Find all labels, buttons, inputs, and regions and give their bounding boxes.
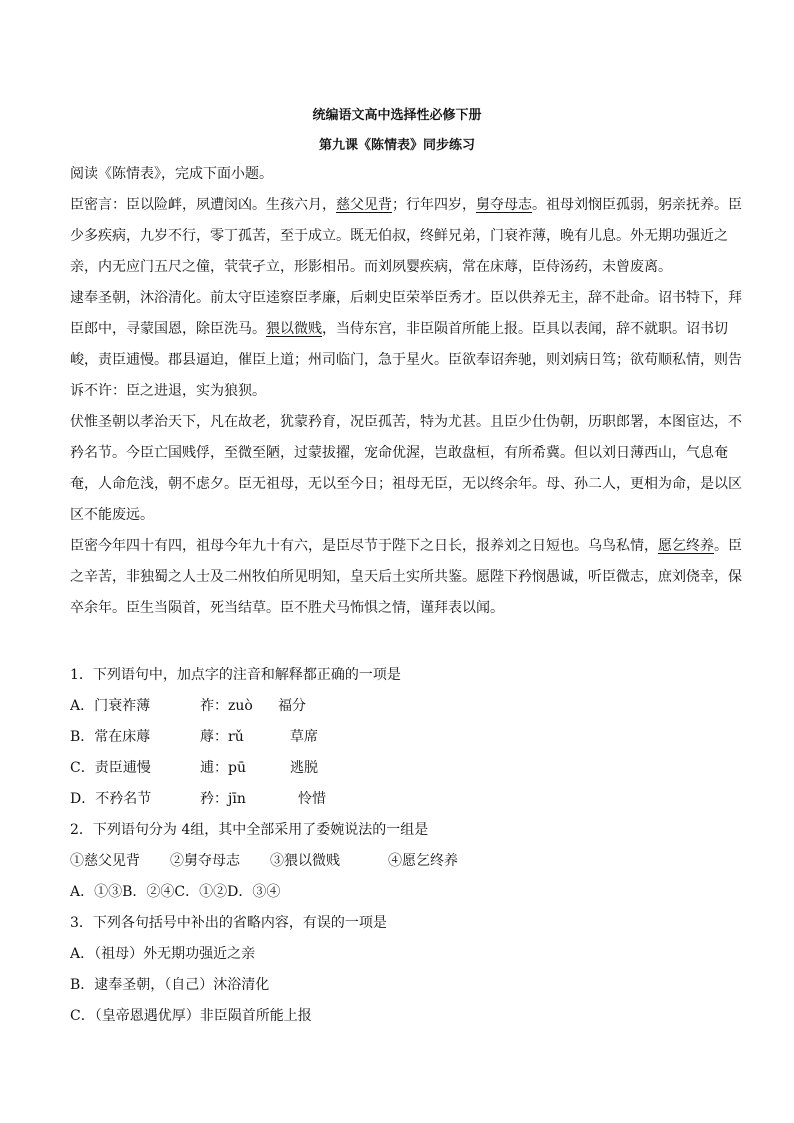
question-3-option-a: A．（祖母）外无期功强近之亲: [70, 946, 256, 962]
passage-paragraph-4: [70, 531, 750, 624]
text-run: 臣密今年四十有四，祖母今年九十有六，是臣尽节于陛下之日长，报养刘之日短也。乌鸟私情，: [70, 538, 658, 554]
question-section: [70, 660, 750, 1032]
passage-paragraph-2: [70, 283, 750, 407]
reading-passage: [70, 159, 750, 624]
question-2-answers: A．①③B．②④C．①②D．③④: [70, 884, 281, 900]
question-3-option-c: C．（皇帝恩遇优厚）非臣陨首所能上报: [70, 1008, 312, 1024]
question-1-option-c: [70, 753, 750, 784]
underlined-phrase: 慈父见背: [336, 197, 392, 213]
item-4: ④愿乞终养: [388, 853, 458, 869]
passage-paragraph-3: 伏惟圣朝以孝治天下，凡在故老，犹蒙矜育，况臣孤苦，特为尤甚。且臣少仕伪朝，历职郎署，本图宦达，不矜名节。今臣亡国贱俘，至微至陋，过蒙拔擢，宠命优渥，岂敢盘桓，有所希冀。但以刘日薄西山，气息奄奄，人命危浅，朝不虑夕。臣无祖母，无以至今日；祖母无臣，无以终余年。母、孙二人，更相为命，是以区区不能废远。: [70, 414, 742, 523]
question-3-option-b: B．逮奉圣朝，（自己）沐浴清化: [70, 977, 270, 993]
instruction-text: 阅读《陈情表》，完成下面小题。: [70, 166, 273, 182]
text-run: ；行年四岁，: [392, 197, 476, 213]
option-pinyin: 逋：pū: [200, 760, 246, 776]
lesson-subtitle: 第九课《陈情表》同步练习: [318, 138, 475, 153]
item-1: ①慈父见背: [70, 853, 140, 869]
question-3-stem: 3．下列各句括号中补出的省略内容，有误的一项是: [70, 915, 387, 931]
question-2-items: [70, 846, 750, 877]
text-run: ，当侍东宫，非臣陨首所能上报。臣具以表闻，辞不就职。诏书切峻，责臣逋慢。郡县逼迫，催臣上道；州司临门，急于星火。臣欲奉诏奔驰，则刘病日笃；欲苟顺私情，则告诉不许：臣之进退，实为狼狈。: [70, 321, 742, 399]
underlined-phrase: 舅夺母志: [476, 197, 532, 213]
text-run: 臣密言：臣以险衅，夙遭闵凶。生孩六月，: [70, 197, 336, 213]
option-pinyin: 蓐：rǔ: [200, 729, 244, 745]
question-1-option-b: [70, 722, 750, 753]
underlined-phrase: 猥以微贱: [266, 321, 322, 337]
text-run: 逮奉圣朝，沐浴清化。前太守臣逵察臣孝廉，后刺史臣荣举臣秀才。臣以供养无主，辞不赴命。诏书特下，拜臣郎中，寻蒙国恩，除臣洗马。: [70, 290, 742, 337]
question-2-stem: 2．下列语句分为 4组，其中全部采用了委婉说法的一组是: [70, 822, 429, 838]
option-meaning: 草席: [290, 729, 318, 745]
document-title: 统编语文高中选择性必修下册: [312, 108, 482, 123]
question-1-option-d: [70, 784, 750, 815]
item-2: ②舅夺母志: [170, 853, 240, 869]
passage-paragraph-1: [70, 190, 750, 283]
item-3: ③猥以微贱: [270, 853, 340, 869]
option-label: A．门衰祚薄: [70, 698, 151, 714]
text-run: 。臣之辛苦，非独蜀之人士及二州牧伯所见明知，皇天后土实所共鉴。愿陛下矜悯愚诚，听臣微志，庶刘侥幸，保卒余年。臣生当陨首，死当结草。臣不胜犬马怖惧之情，谨拜表以闻。: [70, 538, 742, 616]
option-label: B．常在床蓐: [70, 729, 151, 745]
option-meaning: 逃脱: [290, 760, 318, 776]
question-1-option-a: [70, 691, 750, 722]
text-run: 。祖母刘悯臣孤弱，躬亲抚养。臣少多疾病，九岁不行，零丁孤苦，至于成立。既无伯叔，终鲜兄弟，门衰祚薄，晚有儿息。外无期功强近之亲，内无应门五尺之僮，茕茕孑立，形影相吊。而刘夙婴疾病，常在床蓐，臣侍汤药，未曾废离。: [70, 197, 742, 275]
option-label: D．不矜名节: [70, 791, 152, 807]
option-meaning: 怜惜: [298, 791, 326, 807]
question-1-stem: 1．下列语句中，加点字的注音和解释都正确的一项是: [70, 667, 401, 683]
option-pinyin: 祚：zuò: [200, 698, 253, 714]
option-pinyin: 矜：jīn: [200, 791, 246, 807]
underlined-phrase: 愿乞终养: [658, 538, 714, 554]
option-meaning: 福分: [278, 698, 306, 714]
option-label: C．责臣逋慢: [70, 760, 151, 776]
